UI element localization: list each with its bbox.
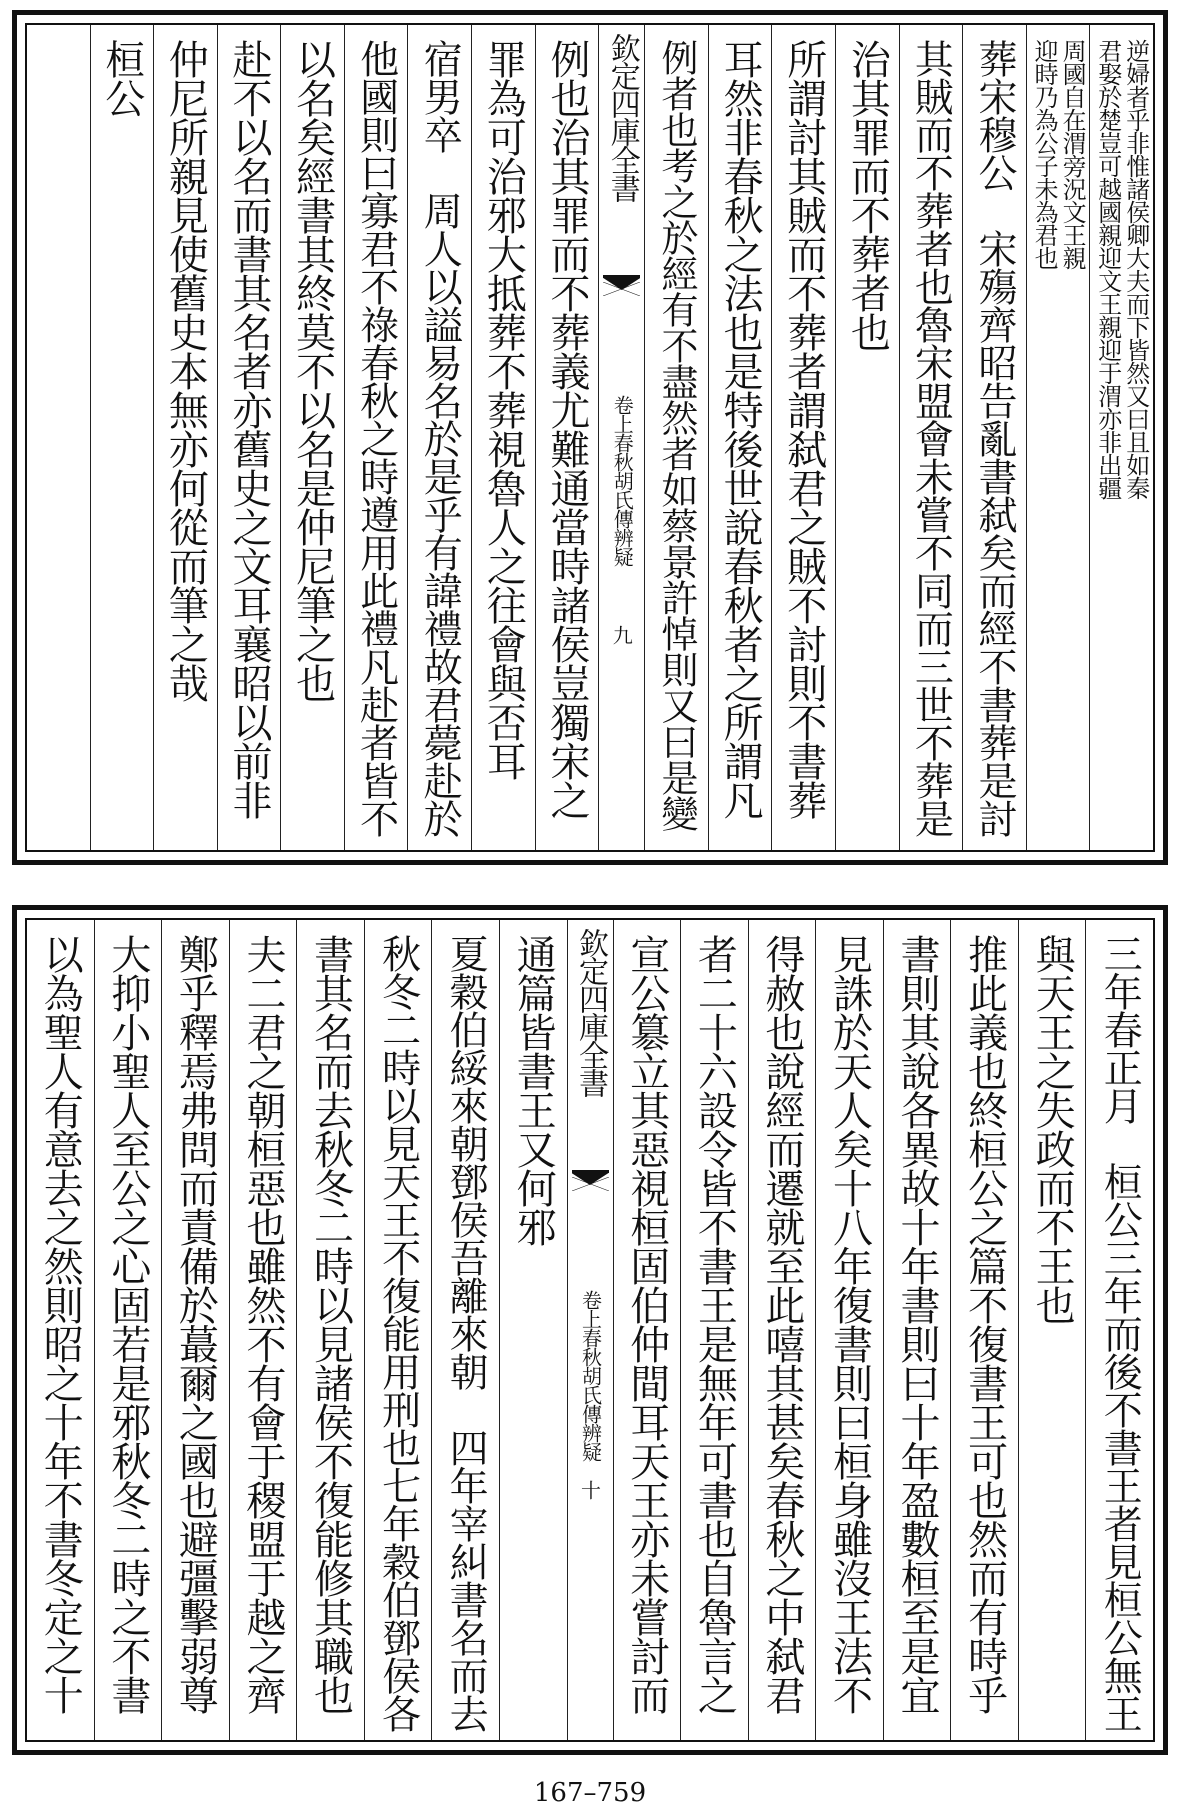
text-column	[153, 25, 217, 850]
column-text: 治其罪而不葬者也	[844, 39, 891, 351]
column-text: 與天王之失政而不王也	[1029, 934, 1076, 1324]
book-title-part: 卷上	[610, 395, 635, 433]
column-text: 鄭乎釋焉弗問而責備於蕞爾之國也避彊擊弱尊	[172, 934, 219, 1714]
text-column	[1085, 920, 1153, 1740]
text-column	[748, 920, 816, 1740]
page-number: 167–759	[533, 1778, 647, 1808]
column-text: 罪為可治邪大抵葬不葬視魯人之往會與否耳	[480, 39, 527, 780]
fish-tail-ornament	[603, 275, 640, 318]
book-title-part: 春秋胡氏傳辨疑	[610, 433, 635, 566]
fish-tail-ornament	[572, 1170, 609, 1213]
column-text: 夏穀伯綏來朝鄧侯吾離來朝 四年宰糾書名而去	[443, 934, 489, 1732]
collection-title: 欽定四庫全書	[604, 33, 640, 201]
column-text: 大抑小聖人至公之心固若是邪秋冬二時之不書	[104, 934, 151, 1714]
text-grid-top	[25, 23, 1155, 852]
text-column	[835, 25, 899, 850]
text-column	[883, 920, 951, 1740]
text-column	[708, 25, 772, 850]
text-column	[680, 920, 748, 1740]
column-text: 三年春正月 桓公三年而後不書王者見桓公無王	[1097, 934, 1143, 1732]
column-text: 書則其說各異故十年書則曰十年盈數桓至是宜	[894, 934, 941, 1714]
text-column	[90, 25, 154, 850]
column-text: 得赦也說經而遷就至此嘻其甚矣春秋之中弑君	[758, 934, 805, 1714]
column-text: 以名矣經書其終莫不以名是仲尼筆之也	[289, 39, 336, 702]
column-text: 秋冬二時以見天王不復能用刑也七年穀伯鄧侯各	[375, 934, 421, 1732]
collection-title: 欽定四庫全書	[573, 928, 608, 1096]
text-column	[94, 920, 162, 1740]
leaf-number: 九	[609, 625, 634, 645]
column-text: 宿男卒 周人以謚易名於是乎有諱禮故君薨赴於	[417, 39, 463, 837]
text-column	[471, 25, 535, 850]
annotation-line: 君娶於楚豈可越國親迎文王親迎于渭亦非出疆	[1093, 39, 1122, 499]
text-column	[217, 25, 281, 850]
page-top	[12, 10, 1168, 865]
column-text: 他國則曰寡君不祿春秋之時遵用此禮凡赴者皆不	[353, 39, 399, 837]
text-column	[771, 25, 835, 850]
text-column	[1018, 920, 1086, 1740]
column-text: 葬宋穆公 宋殤齊昭告亂書弑矣而經不書葬是討	[972, 39, 1018, 837]
text-column	[407, 25, 471, 850]
column-text: 夫二君之朝桓惡也雖然不有會于稷盟于越之齊	[239, 934, 286, 1714]
annotation-line: 周國自在渭旁況文王親	[1058, 39, 1087, 269]
text-column	[296, 920, 364, 1740]
leaf-number: 十	[577, 1480, 602, 1500]
text-column	[1026, 25, 1090, 850]
text-column	[229, 920, 297, 1740]
column-text: 見誅於天人矣十八年復書則曰桓身雖沒王法不	[826, 934, 873, 1714]
text-column	[962, 25, 1026, 850]
text-column	[1089, 25, 1153, 850]
column-text: 赴不以名而書其名者亦舊史之文耳襄昭以前非	[225, 39, 272, 819]
annotation-pair	[1027, 39, 1090, 269]
text-column	[27, 25, 90, 850]
column-text: 仲尼所親見使舊史本無亦何從而筆之哉	[162, 39, 209, 702]
text-column	[644, 25, 708, 850]
column-text: 例也治其罪而不葬義尤難通當時諸侯豈獨宋之	[543, 39, 590, 819]
center-margin-column	[567, 920, 613, 1740]
column-text: 其賊而不葬者也魯宋盟會未嘗不同而三世不葬是	[908, 39, 954, 837]
text-column	[899, 25, 963, 850]
column-text: 推此義也終桓公之篇不復書王可也然而有時乎	[961, 934, 1008, 1714]
book-title	[579, 1290, 602, 1461]
text-column	[364, 920, 432, 1740]
text-column	[535, 25, 599, 850]
text-column	[344, 25, 408, 850]
text-column	[815, 920, 883, 1740]
text-grid-bottom	[25, 918, 1155, 1742]
column-text: 通篇皆書王又何邪	[510, 934, 557, 1246]
page-bottom	[12, 905, 1168, 1755]
column-text: 書其名而去秋冬二時以見諸侯不復能修其職也	[307, 934, 354, 1714]
text-column	[161, 920, 229, 1740]
column-text: 所謂討其賊而不葬者謂弑君之賊不討則不書葬	[780, 39, 827, 819]
book-title	[610, 395, 633, 566]
annotation-pair	[1090, 39, 1153, 499]
text-column	[613, 920, 681, 1740]
column-text: 桓公	[98, 39, 145, 117]
column-text: 宣公簒立其惡視桓固伯仲間耳天王亦未嘗討而	[623, 934, 670, 1714]
text-column	[499, 920, 567, 1740]
text-column	[280, 25, 344, 850]
text-column	[431, 920, 499, 1740]
center-margin-column	[598, 25, 644, 850]
book-title-part: 春秋胡氏傳辨疑	[578, 1328, 603, 1461]
annotation-line: 逆婦者乎非惟諸侯卿大夫而下皆然又曰且如秦	[1121, 39, 1150, 499]
column-text: 以為聖人有意去之然則昭之十年不書冬定之十	[37, 934, 84, 1714]
column-text: 者二十六設令皆不書王是無年可書也自魯言之	[691, 934, 738, 1714]
annotation-line: 迎時乃為公子未為君也	[1030, 39, 1059, 269]
book-title-part: 卷上	[578, 1290, 603, 1328]
column-text: 耳然非春秋之法也是特後世說春秋者之所謂凡	[717, 39, 764, 819]
column-text: 例者也考之於經有不盡然者如蔡景許悼則又曰是變	[655, 39, 699, 831]
text-column	[27, 920, 94, 1740]
text-column	[950, 920, 1018, 1740]
